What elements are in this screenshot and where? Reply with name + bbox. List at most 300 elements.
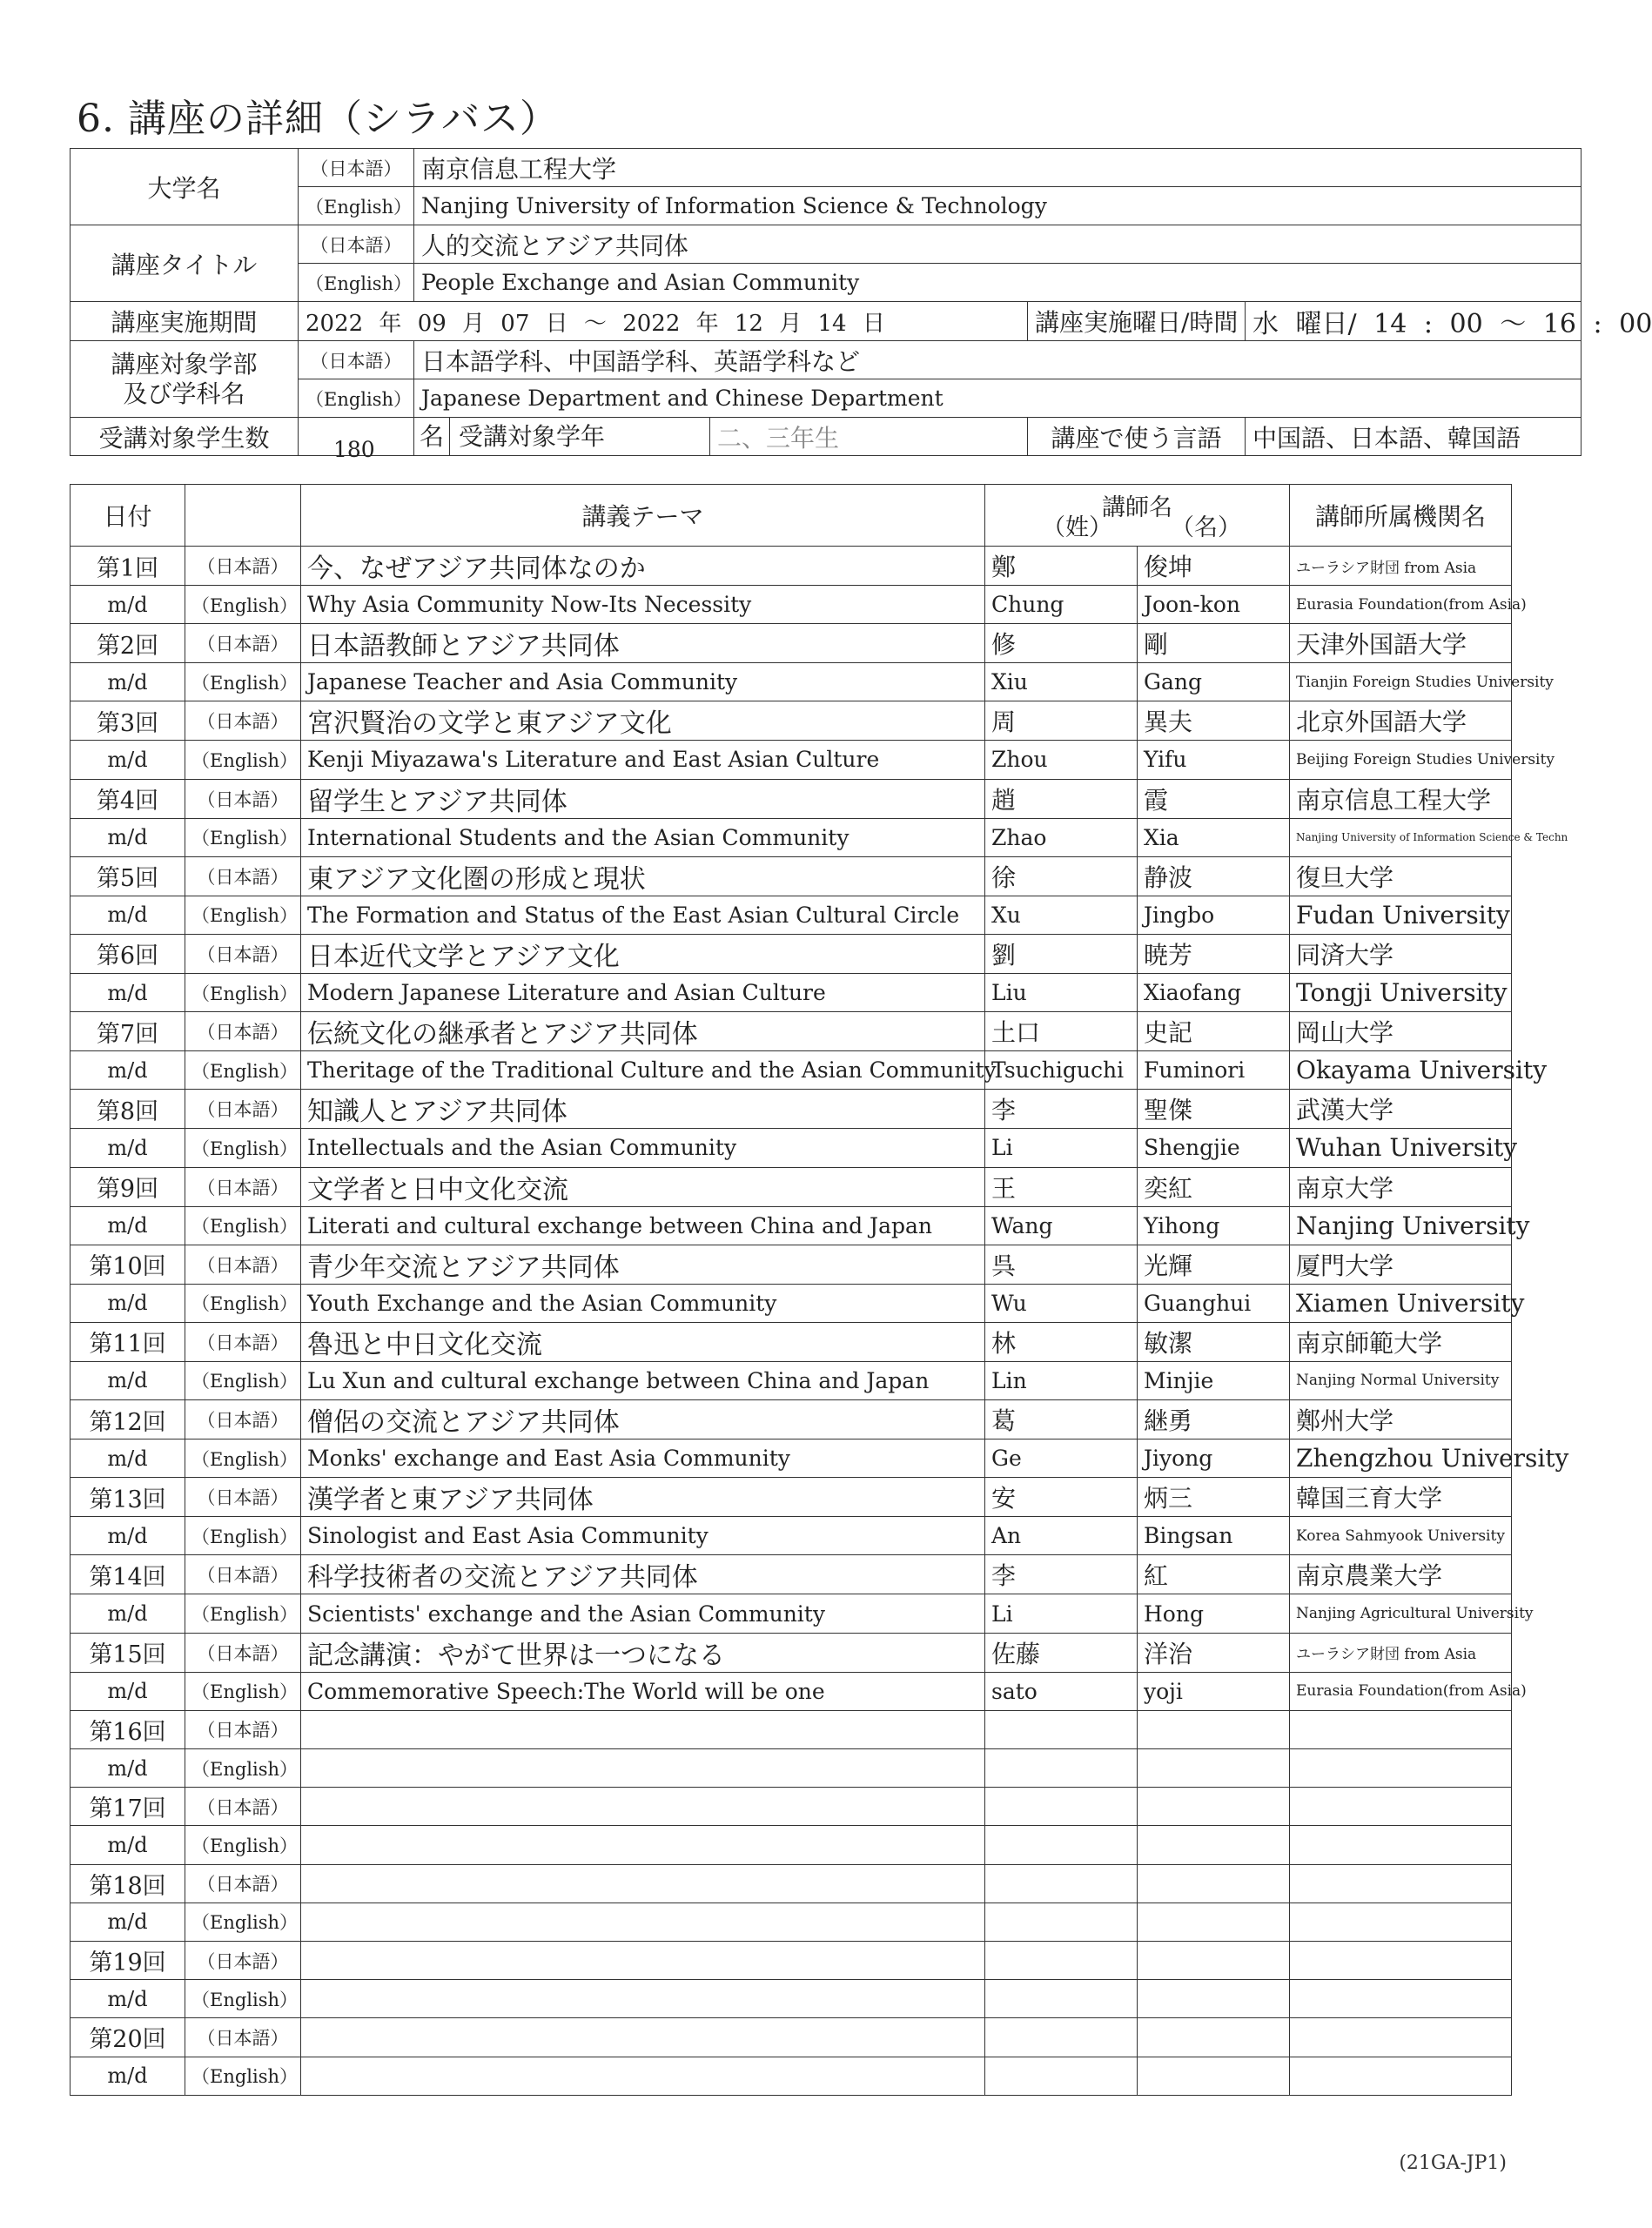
lecturer-surname-ja: 鄭 [985,547,1138,586]
lecture-row-ja [71,547,1512,586]
lecturer-given-name-en: Fuminori [1138,1051,1290,1090]
lang-label-ja: （日本語） [185,1167,301,1206]
theme-header: 講義テーマ [301,485,985,547]
lecturer-given-name-ja: 敏潔 [1138,1322,1290,1361]
lecturer-surname-ja [985,1710,1138,1748]
lang-label-en: （English） [185,1284,301,1322]
lang-label-en: （English） [185,1129,301,1167]
lecturer-affiliation-ja [1290,1788,1512,1826]
lecture-theme-en [301,1826,985,1864]
weekday-time: 水 曜日/ 14 : 00 ～ 16 : 00 [1246,302,1581,341]
lecturer-surname-ja [985,2018,1138,2057]
course-title-en: People Exchange and Asian Community [414,264,1581,302]
lang-label-ja: （日本語） [185,1400,301,1439]
lecture-row-ja [71,1555,1512,1594]
lecturer-affiliation-ja [1290,1710,1512,1748]
lecture-row-ja [71,1710,1512,1748]
lang-label-ja: （日本語） [299,225,414,264]
lang-label-ja: （日本語） [185,1710,301,1748]
form-code: (21GA-JP1) [1399,2152,1507,2174]
lecture-row-ja [71,1012,1512,1051]
lang-label-en: （English） [185,741,301,779]
lecturer-surname-en: Zhao [985,818,1138,856]
lecture-theme-en: Japanese Teacher and Asia Community [301,663,985,701]
lecture-row-ja [71,1322,1512,1361]
lecturer-affiliation-ja: 岡山大学 [1290,1012,1512,1051]
lecturer-header-label: 講師名 [1102,494,1172,521]
lecture-row-en [71,586,1512,624]
university-name-ja: 南京信息工程大学 [414,149,1581,187]
lecture-row-ja [71,779,1512,818]
lecture-theme-en [301,1980,985,2018]
student-count: 180 [333,436,375,462]
lecture-theme-ja: 科学技術者の交流とアジア共同体 [301,1555,985,1594]
lecturer-surname-ja [985,1864,1138,1903]
lecturer-surname-ja: 安 [985,1478,1138,1517]
lang-label-ja: （日本語） [185,701,301,741]
lecturer-affiliation-ja: 南京信息工程大学 [1290,779,1512,818]
lecturer-surname-en: Liu [985,973,1138,1011]
lang-label-en: （English） [299,379,414,418]
lecture-theme-ja: 日本近代文学とアジア文化 [301,934,985,973]
lecture-row-ja [71,1941,1512,1979]
lecturer-given-name-en [1138,2057,1290,2095]
lang-label-ja: （日本語） [185,934,301,973]
lecture-date: m/d [71,1129,185,1167]
lecture-row-ja [71,1788,1512,1826]
lecturer-affiliation-ja: 南京農業大学 [1290,1555,1512,1594]
lecturer-surname-en [985,1903,1138,1941]
lecture-theme-en [301,2057,985,2095]
lang-label-ja: （日本語） [185,1090,301,1129]
lecturer-surname-en: An [985,1517,1138,1555]
lang-label-ja: （日本語） [299,149,414,187]
lecture-theme-ja [301,1941,985,1979]
lecture-row-ja [71,624,1512,663]
lecture-row-ja [71,1090,1512,1129]
lecturer-given-name-ja: 炳三 [1138,1478,1290,1517]
lang-label-en: （English） [185,1517,301,1555]
lecture-theme-en: Lu Xun and cultural exchange between China and Japan [301,1361,985,1399]
lecturer-affiliation-en: Beijing Foreign Studies University [1290,741,1512,779]
lang-label-ja: （日本語） [185,624,301,663]
target-dept-label [71,341,299,418]
lecture-row-en [71,741,1512,779]
lecturer-given-name-ja: 洋治 [1138,1633,1290,1672]
lecturer-affiliation-ja [1290,1864,1512,1903]
lecture-row-en [71,1980,1512,2018]
lecturer-affiliation-ja: 天津外国語大学 [1290,624,1512,663]
lecture-theme-ja [301,1710,985,1748]
lecture-theme-ja: 日本語教師とアジア共同体 [301,624,985,663]
university-label: 大学名 [71,149,299,225]
lecturer-affiliation-en: Wuhan University [1290,1129,1512,1167]
lecturer-surname-en [985,1826,1138,1864]
lecture-date: m/d [71,1594,185,1633]
lang-label-ja: （日本語） [185,1245,301,1284]
lecture-row-ja [71,934,1512,973]
lecturer-given-name-en: Xiaofang [1138,973,1290,1011]
lecture-theme-en: Why Asia Community Now-Its Necessity [301,586,985,624]
lecture-number: 第17回 [71,1788,185,1826]
lecturer-given-name-ja: 継勇 [1138,1400,1290,1439]
lecture-row-en [71,1361,1512,1399]
lecturer-surname-ja: 劉 [985,934,1138,973]
lecturer-surname-ja: 林 [985,1322,1138,1361]
lecturer-surname-en [985,2057,1138,2095]
lecture-date: m/d [71,1980,185,2018]
period-label: 講座実施期間 [71,302,299,341]
lecture-number: 第14回 [71,1555,185,1594]
lecture-date: m/d [71,1051,185,1090]
lecture-number: 第12回 [71,1400,185,1439]
lecturer-given-name-ja: 光輝 [1138,1245,1290,1284]
lecturer-affiliation-en: Nanjing Agricultural University [1290,1594,1512,1633]
lecture-theme-ja: 伝統文化の継承者とアジア共同体 [301,1012,985,1051]
lecture-row-en [71,1439,1512,1478]
lecturer-surname-ja: 修 [985,624,1138,663]
lecturer-surname-ja: 土口 [985,1012,1138,1051]
lang-label-en: （English） [185,663,301,701]
lecturer-header [985,485,1290,547]
lecturer-affiliation-ja: 武漢大学 [1290,1090,1512,1129]
course-title-label: 講座タイトル [71,225,299,302]
lang-label-en: （English） [185,1749,301,1788]
lecture-row-en [71,663,1512,701]
lecture-number: 第18回 [71,1864,185,1903]
lecturer-given-name-ja: 霞 [1138,779,1290,818]
lang-label-ja: （日本語） [185,1633,301,1672]
lecturer-affiliation-ja: ユーラシア財団 from Asia [1290,547,1512,586]
lang-label-en: （English） [185,973,301,1011]
lecture-theme-ja: 僧侶の交流とアジア共同体 [301,1400,985,1439]
lecturer-given-name-ja: 静波 [1138,856,1290,896]
lecturer-surname-ja: 佐藤 [985,1633,1138,1672]
lecture-theme-ja: 留学生とアジア共同体 [301,779,985,818]
lecturer-affiliation-ja: ユーラシア財団 from Asia [1290,1633,1512,1672]
lecture-number: 第8回 [71,1090,185,1129]
lecturer-given-name-ja: 聖傑 [1138,1090,1290,1129]
lecture-date: m/d [71,973,185,1011]
lang-label-en: （English） [185,1361,301,1399]
lecturer-affiliation-en: Eurasia Foundation(from Asia) [1290,1672,1512,1710]
target-dept-label-line2: 及び学科名 [123,379,245,408]
lecture-number: 第1回 [71,547,185,586]
lecturer-surname-ja: 李 [985,1090,1138,1129]
lecture-number: 第2回 [71,624,185,663]
lecture-row-en [71,896,1512,934]
lang-label-ja: （日本語） [185,1788,301,1826]
lecturer-surname-ja [985,1788,1138,1826]
lecturer-given-name-ja: 奕紅 [1138,1167,1290,1206]
target-dept-en: Japanese Department and Chinese Department [414,379,1581,418]
lecturer-given-name-en: Minjie [1138,1361,1290,1399]
lecture-theme-ja: 宮沢賢治の文学と東アジア文化 [301,701,985,741]
lecturer-affiliation-en: Eurasia Foundation(from Asia) [1290,586,1512,624]
lang-label-en: （English） [185,1594,301,1633]
lecture-theme-en: Youth Exchange and the Asian Community [301,1284,985,1322]
lecturer-affiliation-ja: 南京師範大学 [1290,1322,1512,1361]
lecturer-given-name-en: Bingsan [1138,1517,1290,1555]
lecture-row-en [71,1206,1512,1245]
lecturer-given-name-ja [1138,1788,1290,1826]
lecture-date: m/d [71,1672,185,1710]
lecture-row-ja [71,1400,1512,1439]
lecture-row-en [71,1672,1512,1710]
lecturer-surname-ja [985,1941,1138,1979]
lang-label-ja: （日本語） [185,779,301,818]
lecture-number: 第19回 [71,1941,185,1979]
lecturer-surname-ja: 李 [985,1555,1138,1594]
lecturer-given-name-en: Xia [1138,818,1290,856]
lecturer-affiliation-en: Nanjing Normal University [1290,1361,1512,1399]
lecture-table [70,484,1569,2096]
lecture-row-en [71,1051,1512,1090]
lecture-date: m/d [71,586,185,624]
lecturer-surname-en: Li [985,1594,1138,1633]
lecturer-affiliation-en: Nanjing University [1290,1206,1512,1245]
lecturer-surname-en: Chung [985,586,1138,624]
lecture-row-en [71,1749,1512,1788]
lecture-theme-en: Scientists' exchange and the Asian Community [301,1594,985,1633]
lecture-theme-en: International Students and the Asian Community [301,818,985,856]
lecture-date: m/d [71,1206,185,1245]
lecturer-surname-en: Zhou [985,741,1138,779]
lang-label-en: （English） [185,1051,301,1090]
lecture-theme-en: Sinologist and East Asia Community [301,1517,985,1555]
lang-label-ja: （日本語） [185,1322,301,1361]
lecture-date: m/d [71,741,185,779]
lecture-theme-en: Intellectuals and the Asian Community [301,1129,985,1167]
lang-label-en: （English） [185,1206,301,1245]
lecture-row-ja [71,1167,1512,1206]
lecturer-affiliation-en: Zhengzhou University [1290,1439,1512,1478]
lecturer-surname-en [985,1980,1138,2018]
lang-label-en: （English） [299,264,414,302]
lang-label-en: （English） [185,1903,301,1941]
target-year-group [414,418,710,456]
lecture-theme-ja: 文学者と日中文化交流 [301,1167,985,1206]
target-dept-ja: 日本語学科、中国語学科、英語学科など [414,341,1581,379]
lecture-theme-en [301,1749,985,1788]
lecture-number: 第4回 [71,779,185,818]
lang-label-en: （English） [299,187,414,225]
lecture-theme-ja [301,1788,985,1826]
lecture-number: 第6回 [71,934,185,973]
lecture-theme-ja: 青少年交流とアジア共同体 [301,1245,985,1284]
lecturer-surname-ja: 呉 [985,1245,1138,1284]
lecturer-given-name-en [1138,1980,1290,2018]
lecturer-given-name-ja: 紅 [1138,1555,1290,1594]
lang-label-en: （English） [185,2057,301,2095]
lecture-date: m/d [71,1517,185,1555]
lecture-date: m/d [71,1361,185,1399]
lecturer-surname-en: Wang [985,1206,1138,1245]
lecture-row-ja [71,1245,1512,1284]
lang-label-en: （English） [185,818,301,856]
lecturer-affiliation-ja: 同済大学 [1290,934,1512,973]
lecturer-affiliation-en: Nanjing University of Information Science & Techn [1290,818,1512,856]
lecture-date: m/d [71,1749,185,1788]
lang-label-en: （English） [185,1826,301,1864]
lecturer-given-name-ja: 異夫 [1138,701,1290,741]
lecture-row-en [71,1903,1512,1941]
lecture-date: m/d [71,896,185,934]
lecture-theme-en: Commemorative Speech:The World will be one [301,1672,985,1710]
lang-label-ja: （日本語） [185,1941,301,1979]
lecture-theme-ja [301,2018,985,2057]
lecturer-given-name-en: Guanghui [1138,1284,1290,1322]
lecture-row-en [71,1284,1512,1322]
lecture-number: 第9回 [71,1167,185,1206]
university-name-en: Nanjing University of Information Science & Technology [414,187,1581,225]
lecturer-given-name-ja [1138,1941,1290,1979]
lecturer-given-name-ja [1138,1710,1290,1748]
lang-label-ja: （日本語） [185,1012,301,1051]
lecture-theme-en [301,1903,985,1941]
lecturer-surname-en: Lin [985,1361,1138,1399]
target-dept-label-line1: 講座対象学部 [111,349,258,379]
lecture-theme-ja [301,1864,985,1903]
lecturer-given-name-en: Gang [1138,663,1290,701]
lecturer-given-name-ja [1138,1864,1290,1903]
lecturer-given-name-en [1138,1826,1290,1864]
lecturer-surname-en: Xu [985,896,1138,934]
lecture-theme-ja: 記念講演：やがて世界は一つになる [301,1633,985,1672]
lecturer-given-name-en: Jiyong [1138,1439,1290,1478]
lecture-theme-en: Kenji Miyazawa's Literature and East Asian Culture [301,741,985,779]
lecturer-affiliation-en: Tongji University [1290,973,1512,1011]
lecture-number: 第3回 [71,701,185,741]
lecture-theme-en: Theritage of the Traditional Culture and the Asian Community [301,1051,985,1090]
count-unit: 名 [414,418,450,455]
lecture-row-en [71,818,1512,856]
lecture-row-ja [71,1478,1512,1517]
lecturer-affiliation-en: Korea Sahmyook University [1290,1517,1512,1555]
language-label: 講座で使う言語 [1028,418,1246,456]
lecturer-affiliation-en [1290,1980,1512,2018]
lecture-date: m/d [71,1284,185,1322]
target-year: 二、三年生 [710,418,1028,456]
lecture-number: 第11回 [71,1322,185,1361]
course-info-table [70,148,1652,462]
lang-label-en: （English） [185,1439,301,1478]
lecturer-surname-ja: 徐 [985,856,1138,896]
lecture-theme-ja: 魯迅と中日文化交流 [301,1322,985,1361]
lecture-date: m/d [71,663,185,701]
weekday-time-label: 講座実施曜日/時間 [1028,302,1246,341]
lecture-number: 第16回 [71,1710,185,1748]
lecturer-affiliation-ja [1290,1941,1512,1979]
lecturer-surname-en: Tsuchiguchi [985,1051,1138,1090]
lang-label-ja: （日本語） [299,341,414,379]
lecturer-given-name-en [1138,1749,1290,1788]
course-period: 2022 年 09 月 07 日 ～ 2022 年 12 月 14 日 [299,302,1028,341]
lecturer-surname-en: Li [985,1129,1138,1167]
lecture-date: m/d [71,2057,185,2095]
lecture-number: 第10回 [71,1245,185,1284]
lecturer-surname-en: sato [985,1672,1138,1710]
lecture-theme-en: Literati and cultural exchange between China and Japan [301,1206,985,1245]
lecture-date: m/d [71,1826,185,1864]
lecturer-given-name-en: Shengjie [1138,1129,1290,1167]
lecturer-given-name-en [1138,1903,1290,1941]
lecture-date: m/d [71,1903,185,1941]
target-year-label: 受講対象学年 [459,422,606,451]
lecturer-surname-en: Ge [985,1439,1138,1478]
lecture-row-en [71,1517,1512,1555]
lang-label-en: （English） [185,896,301,934]
lecturer-affiliation-ja [1290,2018,1512,2057]
lecturer-affiliation-en: Fudan University [1290,896,1512,934]
lecture-number: 第15回 [71,1633,185,1672]
lecturer-surname-ja: 葛 [985,1400,1138,1439]
lang-label-ja: （日本語） [185,856,301,896]
lecture-theme-en: Modern Japanese Literature and Asian Culture [301,973,985,1011]
lecturer-given-name-ja [1138,2018,1290,2057]
course-languages: 中国語、日本語、韓国語 [1246,418,1581,456]
date-header: 日付 [71,485,185,547]
lang-label-ja: （日本語） [185,1864,301,1903]
lecturer-affiliation-ja: 厦門大学 [1290,1245,1512,1284]
lecture-row-ja [71,1633,1512,1672]
lecture-row-en [71,1129,1512,1167]
lecturer-affiliation-en: Okayama University [1290,1051,1512,1090]
lecturer-affiliation-ja: 南京大学 [1290,1167,1512,1206]
surname-header: （姓） [1042,514,1112,541]
lecture-theme-ja: 東アジア文化圏の形成と現状 [301,856,985,896]
lecture-number: 第20回 [71,2018,185,2057]
lecturer-affiliation-ja: 復旦大学 [1290,856,1512,896]
course-title-ja: 人的交流とアジア共同体 [414,225,1581,264]
lecture-theme-ja: 漢学者と東アジア共同体 [301,1478,985,1517]
lecture-row-ja [71,856,1512,896]
lecture-number: 第5回 [71,856,185,896]
lang-label-en: （English） [185,1672,301,1710]
lecturer-affiliation-en [1290,1826,1512,1864]
lecture-row-en [71,1826,1512,1864]
lang-label-en: （English） [185,1980,301,2018]
header-spacer [185,485,301,547]
lecturer-affiliation-en: Tianjin Foreign Studies University [1290,663,1512,701]
lecture-theme-ja: 今、なぜアジア共同体なのか [301,547,985,586]
lecturer-given-name-en: Joon-kon [1138,586,1290,624]
lecturer-affiliation-en [1290,2057,1512,2095]
lang-label-ja: （日本語） [185,1478,301,1517]
lecturer-given-name-en: yoji [1138,1672,1290,1710]
lecturer-surname-ja: 周 [985,701,1138,741]
lecture-theme-en: The Formation and Status of the East Asian Cultural Circle [301,896,985,934]
student-count-label: 受講対象学生数 [71,418,299,456]
lang-label-ja: （日本語） [185,1555,301,1594]
lecturer-surname-en: Wu [985,1284,1138,1322]
lecturer-affiliation-en [1290,1749,1512,1788]
lecturer-surname-ja: 王 [985,1167,1138,1206]
lecture-row-en [71,2057,1512,2095]
lecturer-given-name-ja: 俊坤 [1138,547,1290,586]
lecture-theme-ja: 知識人とアジア共同体 [301,1090,985,1129]
lecture-row-en [71,1594,1512,1633]
affiliation-header: 講師所属機関名 [1290,485,1512,547]
lecturer-affiliation-ja: 韓国三育大学 [1290,1478,1512,1517]
lecturer-affiliation-en: Xiamen University [1290,1284,1512,1322]
lecturer-affiliation-en [1290,1903,1512,1941]
given-name-header: （名） [1171,514,1241,541]
lang-label-ja: （日本語） [185,547,301,586]
page-title: 6. 講座の詳細（シラバス） [77,97,559,141]
lecturer-given-name-en: Yihong [1138,1206,1290,1245]
lecturer-given-name-ja: 剛 [1138,624,1290,663]
